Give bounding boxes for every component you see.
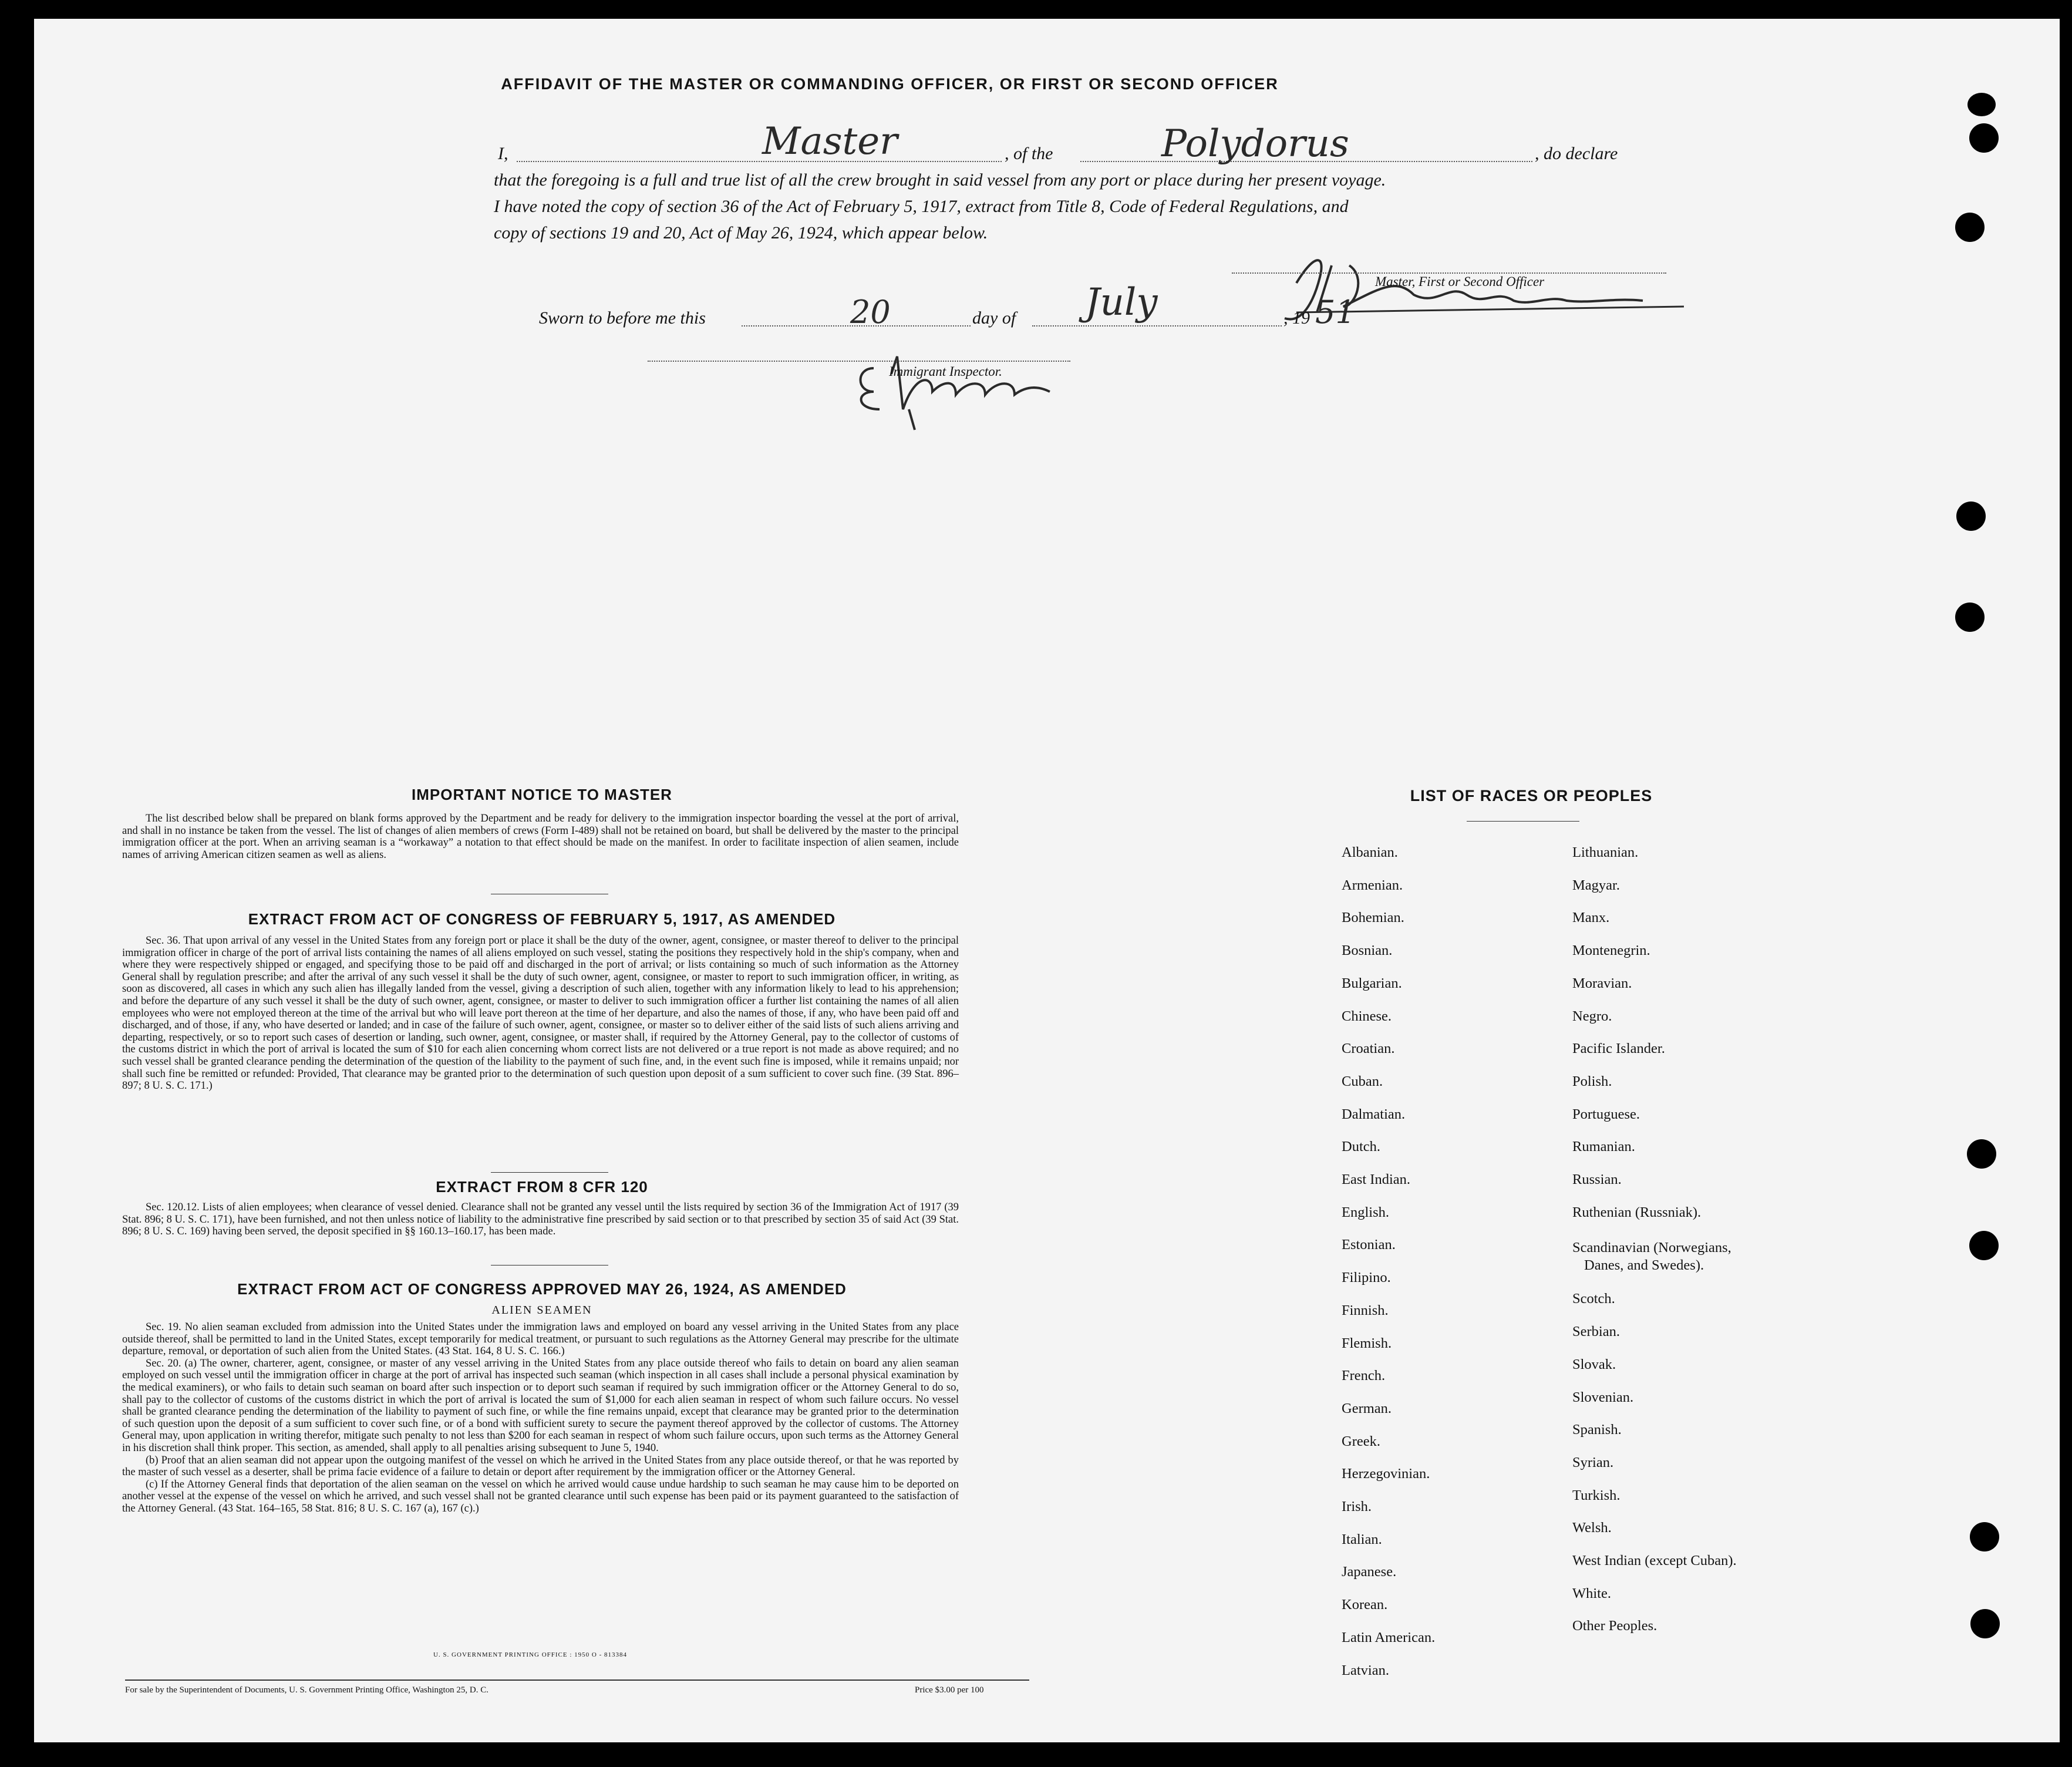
affidavit-title: AFFIDAVIT OF THE MASTER OR COMMANDING OFFICER, OR FIRST OR SECOND OFFICER: [501, 75, 1279, 93]
race-item: Greek.: [1342, 1433, 1380, 1449]
declaration-line-3: I have noted the copy of section 36 of the Act of February 5, 1917, extract from Title 8, Code of Federal Regulations, and: [494, 197, 1349, 216]
race-item: Finnish.: [1342, 1302, 1389, 1318]
binder-hole: [1956, 502, 1986, 531]
sec-120-12-text: Sec. 120.12. Lists of alien employees; when clearance of vessel denied. Clearance shall not be granted any vessel until the lists required by section 36 of the Immigration Act of 1917 (39 Stat. 896; 8 U. S. C. 171), have been furnished, and not then unless notice of liability to the administrative fine prescribed by said section or to that prescribed by section 35 of said Act (39 Stat. 896; 8 U. S. C. 169) having been served, the deposit specified in §§ 160.13–160.17, has been made.: [122, 1201, 959, 1238]
race-item: Portuguese.: [1572, 1106, 1640, 1122]
race-item: Negro.: [1572, 1008, 1612, 1024]
handwritten-month: July: [1085, 281, 1158, 324]
race-item: English.: [1342, 1204, 1389, 1220]
signature-label: Master, First or Second Officer: [1375, 274, 1545, 289]
binder-hole: [1967, 1139, 1996, 1169]
declaration-line-2: that the foregoing is a full and true list of all the crew brought in said vessel from any port or place during her present voyage.: [494, 170, 1386, 190]
sec-36-text: Sec. 36. That upon arrival of any vessel in the United States from any foreign port or place it shall be the duty of the owner, agent, consignee, or master thereof to deliver to the principal immigration officer in charge of the port of arrival lists containing the names of all aliens employed on such vessel, stating the positions they respectively hold in the ship's company, when and where they were respectively shipped or engaged, and specifying those to be paid off and discharged in the port of arrival; or lists containing so much of such information as the Attorney General shall by regulation prescribe; and after the arrival of any such vessel it shall be the duty of such owner, agent, consignee, or master to report to such immigration officer, in writing, as soon as discovered, all cases in which any such alien has illegally landed from the vessel, giving a description of such alien, together with any information likely to lead to his apprehension; and before the departure of any such vessel it shall be the duty of such owner, agent, consignee, or master to deliver to such immigration officer a further list containing the names of all alien employees who were not employed thereon at the time of the arrival but who will leave port thereon at the time of her departure, and also the names of those, if any, who have been paid off and discharged, and of those, if any, who have deserted or landed; and in case of the failure of such owner, agent, consignee, or master so to deliver either of the said lists of such aliens arriving and departing, respectively, or so to report such cases of desertion or landing, such owner, agent, consignee, or master shall, if required by the Attorney General, pay to the collector of customs of the customs district in which the port of arrival is located the sum of $10 for each alien concerning whom correct lists are not delivered or a true report is not made as above required; and no such vessel shall be granted clearance pending the determination of the question of the liability to the payment of such fine, and, in the event such fine is imposed, while it remains unpaid; nor shall such fine be remitted or refunded: Provided, That clearance may be granted prior to the determination of such question upon deposit of a sum sufficient to cover such fine. (39 Stat. 896–897; 8 U. S. C. 171.): [122, 935, 959, 1092]
race-item: Italian.: [1342, 1531, 1382, 1547]
sec-20b-text: (b) Proof that an alien seaman did not appear upon the outgoing manifest of the vessel on which he arrived in the United States from any place outside thereof, or that he was reported by the master of such vessel as a deserter, shall be prima facie evidence of a failure to detain or deport after requirement by the immigration officer or the Attorney General.: [122, 1454, 959, 1479]
sec-19-text: Sec. 19. No alien seaman excluded from admission into the United States under the immigration laws and employed on board any vessel arriving in the United States from any place outside thereof, shall be permitted to land in the United States, except temporarily for medical treatment, or pursuant to such regulations as the Attorney General may prescribe for the ultimate departure, removal, or deportation of such alien from the United States. (43 Stat. 164, 8 U. S. C. 166.): [122, 1321, 959, 1358]
race-item: Polish.: [1572, 1073, 1612, 1089]
race-item: Cuban.: [1342, 1073, 1383, 1089]
race-item: Slovenian.: [1572, 1389, 1634, 1405]
binder-hole: [1969, 123, 1999, 153]
extract-1924-body: [122, 1321, 959, 1515]
inspector-line: [648, 361, 1070, 362]
race-item: Other Peoples.: [1572, 1618, 1657, 1634]
divider: [491, 1172, 608, 1173]
binder-hole: [1969, 1231, 1999, 1260]
race-item: Scandinavian (Norwegians,: [1572, 1240, 1731, 1256]
race-item: German.: [1342, 1400, 1392, 1416]
binder-hole: [1970, 1609, 2000, 1638]
notice-body: [122, 813, 959, 861]
race-item: Welsh.: [1572, 1520, 1612, 1536]
race-item: French.: [1342, 1368, 1386, 1384]
race-item: East Indian.: [1342, 1172, 1411, 1188]
footer-sale-text: For sale by the Superintendent of Documents, U. S. Government Printing Office, Washington 25, D. C.: [125, 1685, 488, 1695]
race-item: Irish.: [1342, 1499, 1372, 1515]
race-item: Russian.: [1572, 1172, 1622, 1188]
extract-8cfr-heading: EXTRACT FROM 8 CFR 120: [436, 1178, 648, 1196]
race-item: Dutch.: [1342, 1139, 1380, 1155]
race-item: Danes, and Swedes).: [1584, 1257, 1704, 1274]
race-item: Korean.: [1342, 1597, 1388, 1613]
rank-line: [517, 161, 1002, 162]
race-item: Herzegovinian.: [1342, 1466, 1430, 1482]
race-item: Pacific Islander.: [1572, 1041, 1665, 1057]
race-item: Estonian.: [1342, 1237, 1396, 1253]
races-heading: LIST OF RACES OR PEOPLES: [1410, 787, 1653, 805]
declaration-i: I,: [498, 144, 508, 163]
year-prefix: , 19: [1283, 308, 1310, 328]
alien-seamen-subheading: ALIEN SEAMEN: [491, 1304, 592, 1317]
sec-20a-text: Sec. 20. (a) The owner, charterer, agent, consignee, or master of any vessel arriving in the United States from any place outside thereof who fails to detain on board any alien seaman employed on such vessel until the immigration officer in charge at the port of arrival has inspected such seaman (which inspection in all cases shall include a personal physical examination by the medical examiners), or who fails to detain such seaman on board after such inspection or to deport such seaman if required by such immigration officer or the Attorney General to do so, shall pay to the collector of customs of the customs district in which the port of arrival is located the sum of $1,000 for each alien seaman in respect of whom such failure occurs. No vessel shall be granted clearance pending the determination of the liability to payment of such fine, or while the fine remains unpaid, except that clearance may be granted prior to the determination of such question upon the deposit of a sum sufficient to cover such fine, or of a bond with sufficient surety to secure the payment thereof approved by the collector of customs. The Attorney General may, upon application in writing therefor, mitigate such penalty to not less than $200 for each seaman in respect of whom such failure occurs, upon such terms as the Attorney General in his discretion shall think proper. This section, as amended, shall apply to all penalties arising subsequent to June 5, 1940.: [122, 1357, 959, 1454]
declaration-line-4: copy of sections 19 and 20, Act of May 26, 1924, which appear below.: [494, 223, 988, 243]
race-item: Japanese.: [1342, 1564, 1397, 1580]
race-item: Turkish.: [1572, 1487, 1620, 1503]
race-item: Scotch.: [1572, 1291, 1615, 1307]
race-item: Latin American.: [1342, 1629, 1436, 1645]
races-right-column: [1572, 836, 1737, 1643]
extract-8cfr-body: [122, 1201, 959, 1238]
declaration-do-declare: , do declare: [1535, 144, 1618, 163]
sec-20c-text: (c) If the Attorney General finds that deportation of the alien seaman on the vessel on which he arrived would cause undue hardship to such seaman he may cause him to be deported on another vessel at the expense of the vessel on which he arrived, and such vessel shall not be granted clearance until such expense has been paid or its payment guaranteed to the satisfaction of the Attorney General. (43 Stat. 164–165, 58 Stat. 816; 8 U. S. C. 167 (a), 167 (c).): [122, 1478, 959, 1514]
sworn-label: Sworn to before me this: [539, 308, 706, 328]
extract-1917-heading: EXTRACT FROM ACT OF CONGRESS OF FEBRUARY 5, 1917, AS AMENDED: [248, 910, 836, 928]
race-item: Rumanian.: [1572, 1139, 1635, 1155]
race-item: Croatian.: [1342, 1041, 1395, 1057]
race-item: Magyar.: [1572, 877, 1620, 893]
handwritten-day: 20: [850, 294, 891, 331]
race-item: Spanish.: [1572, 1422, 1622, 1438]
race-item: Bohemian.: [1342, 910, 1404, 926]
gpo-imprint: U. S. GOVERNMENT PRINTING OFFICE : 1950 O - 813384: [433, 1651, 628, 1658]
race-item: Dalmatian.: [1342, 1106, 1406, 1122]
race-item: White.: [1572, 1585, 1611, 1601]
race-item: Moravian.: [1572, 975, 1632, 991]
handwritten-rank: Master: [762, 120, 898, 163]
race-item: Flemish.: [1342, 1335, 1392, 1351]
race-item: Bosnian.: [1342, 943, 1393, 959]
race-item: Bulgarian.: [1342, 975, 1402, 991]
notice-heading: IMPORTANT NOTICE TO MASTER: [412, 786, 672, 803]
race-item: Chinese.: [1342, 1008, 1392, 1024]
race-item: Filipino.: [1342, 1270, 1391, 1286]
notice-text: The list described below shall be prepared on blank forms approved by the Department and be ready for delivery to the immigration inspector boarding the vessel at the port of arrival, and shall in no instance be taken from the vessel. The list of changes of alien members of crews (Form I-489) shall not be retained on board, but shall be delivered by the master to the principal immigration officer at the port. When an arriving seaman is a “workaway” a notation to that effect should be made on the manifest. In order to facilitate inspection of alien seamen, include names of arriving American citizen seamen as well as aliens.: [122, 813, 959, 861]
handwritten-year: 51: [1315, 294, 1356, 331]
day-of-label: day of: [972, 308, 1016, 328]
race-item: West Indian (except Cuban).: [1572, 1553, 1737, 1569]
binder-hole: [1955, 603, 1985, 632]
binder-hole: [1967, 93, 1996, 116]
binder-hole: [1970, 1522, 1999, 1551]
race-item: Armenian.: [1342, 877, 1403, 893]
race-item: Latvian.: [1342, 1662, 1389, 1678]
footer-rule: [125, 1680, 1029, 1681]
races-divider: [1467, 821, 1579, 822]
extract-1917-body: [122, 935, 959, 1092]
extract-1924-heading: EXTRACT FROM ACT OF CONGRESS APPROVED MAY 26, 1924, AS AMENDED: [237, 1280, 847, 1298]
races-left-column: [1342, 836, 1435, 1687]
month-line: [1032, 325, 1282, 327]
inspector-signature: [850, 345, 1062, 433]
race-item: Syrian.: [1572, 1454, 1614, 1470]
form-page: [34, 19, 2060, 1742]
race-item: Ruthenian (Russniak).: [1572, 1204, 1702, 1220]
race-item: Montenegrin.: [1572, 943, 1650, 959]
footer-price: Price $3.00 per 100: [915, 1685, 984, 1695]
signature-line: [1232, 272, 1666, 274]
declaration-of-the: , of the: [1005, 144, 1053, 163]
inspector-label: Immigrant Inspector.: [889, 364, 1002, 379]
race-item: Manx.: [1572, 910, 1610, 926]
race-item: Serbian.: [1572, 1324, 1620, 1340]
race-item: Albanian.: [1342, 844, 1398, 860]
handwritten-vessel: Polydorus: [1161, 122, 1349, 166]
race-item: Lithuanian.: [1572, 844, 1639, 860]
race-item: Slovak.: [1572, 1356, 1616, 1372]
binder-hole: [1955, 213, 1985, 242]
